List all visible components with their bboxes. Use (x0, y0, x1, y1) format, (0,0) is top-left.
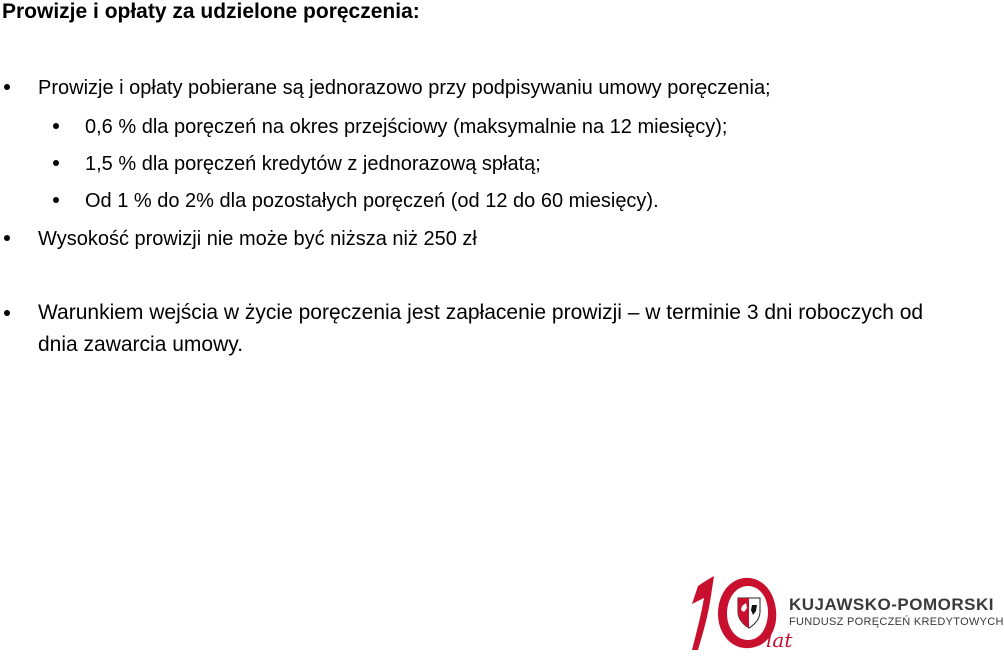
slide-title: Prowizje i opłaty za udzielone poręczenia: (2, 0, 420, 23)
bullet-fees-one-time: Prowizje i opłaty pobierane są jednorazowo przy podpisywaniu umowy poręczenia; (38, 77, 771, 99)
bullet-dot (53, 160, 59, 166)
logo-lat: lat (766, 628, 793, 652)
bullet-rate-other: Od 1 % do 2% dla pozostałych poręczeń (od 12 do 60 miesięcy). (85, 190, 659, 212)
bullet-minimum-fee: Wysokość prowizji nie może być niższa niż 250 zł (38, 228, 477, 250)
logo-name: KUJAWSKO-POMORSKI (789, 595, 994, 614)
bullet-dot (53, 197, 59, 203)
company-logo (680, 572, 1004, 654)
bullet-dot (4, 310, 10, 316)
bullet-dot (4, 235, 10, 241)
bullet-rate-transitional: 0,6 % dla poręczeń na okres przejściowy (maksymalnie na 12 miesięcy); (85, 116, 728, 138)
bullet-rate-one-time-repayment: 1,5 % dla poręczeń kredytów z jednorazową spłatą; (85, 153, 541, 175)
bullet-payment-condition: Warunkiem wejścia w życie poręczenia jest zapłacenie prowizji – w terminie 3 dni roboczych od dnia zawarcia umowy. (38, 301, 924, 356)
bullet-dot (4, 84, 10, 90)
logo-subname: FUNDUSZ PORĘCZEŃ KREDYTOWYCH (789, 616, 1004, 628)
bullet-dot (53, 123, 59, 129)
